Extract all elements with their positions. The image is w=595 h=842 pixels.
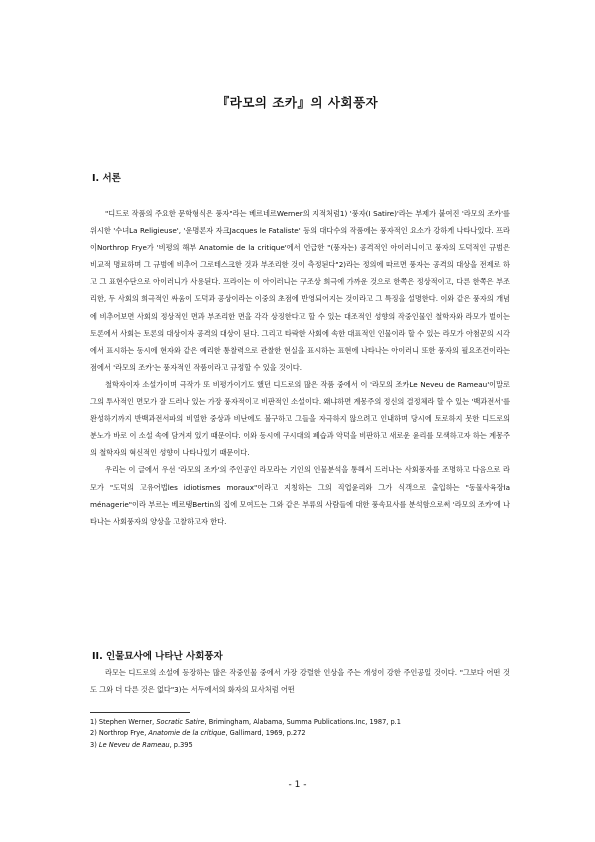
footnote-title: Socratic Satire	[156, 718, 205, 726]
section-heading-introduction: I. 서론	[92, 173, 121, 184]
footnote-number: 2)	[90, 729, 97, 738]
paragraph: 우리는 이 글에서 우선 '라모의 조카'의 주인공인 라모라는 기인의 인물분석을 통해서 드러나는 사회풍자를 조명하고 다음으로 라모가 "도덕의 고유어법les idiotismes moraux"이라고 지칭하는 그의 직업윤리와 그가 식객으로 출입하는 "동물사육장la ménagerie"이라 부르는 베르탱Bertin의 집에 모여드는 그와 같은 부류의 사람들에 대한 풍속묘사를 분석함으로써 '라모의 조카'에 나타나는 사회풍자의 양상을 고찰하고자 한다.	[90, 465, 510, 526]
footnote-text: , Brimingham, Alabama, Summa Publications.Inc, 1987, p.1	[204, 718, 401, 726]
footnote-text: Stephen Werner,	[98, 718, 157, 726]
footnote-title: Anatomie de la critique	[148, 729, 226, 738]
section-heading-character-satire: II. 인물묘사에 나타난 사회풍자	[92, 651, 223, 662]
paragraph: 철학자이자 소설가이며 극작가 또 비평가이기도 했던 디드로의 많은 작품 중에서 이 '라모의 조카Le Neveu de Rameau'이말로 그의 투사적인 면모가 잘 드러나 있는 가장 풍자적이고 비판적인 소설이다. 왜냐하면 계몽주의 정신의 결정체라 할 수 있는 '백과전서'를 완성하기까지 반백과전서파의 비열한 중상과 비난에도 불구하고 그들을 자극하지 않으려고 인내하며 당시에 토로하지 못한 디드로의 분노가 바로 이 소설 속에 담겨져 있기 때문이다. 이와 동시에 구시대의 폐습과 악덕을 비판하고 새로운 윤리를 모색하고자 하는 계몽주의 철학자의 혁신적인 성향이 나타나있기 때문이다.	[90, 379, 511, 458]
footnote	[90, 740, 510, 751]
footnote-number: 3)	[90, 740, 97, 749]
section-body-introduction	[90, 205, 510, 530]
footnote	[90, 717, 510, 728]
footnotes	[90, 717, 510, 751]
footnote-text: Northrop Frye,	[98, 729, 149, 738]
footnote-title: Le Neveu de Rameau	[98, 740, 170, 749]
footnote-separator	[90, 712, 190, 713]
footnote	[90, 728, 510, 739]
footnote-number: 1)	[90, 718, 97, 726]
section-body-character-satire	[90, 664, 510, 698]
footnote-text: , p.395	[169, 740, 193, 749]
paragraph: 라모는 디드로의 소설에 등장하는 많은 작중인물 중에서 가장 강렬한 인상을 주는 개성이 강한 주인공일 것이다. "그보다 어떤 것도 그와 더 다른 것은 없다"3)는 서두에서의 화자의 묘사처럼 어떤	[90, 668, 510, 695]
page-title: 『라모의 조카』의 사회풍자	[216, 95, 379, 110]
paragraph: "디드로 작품의 주요한 문학형식은 풍자"라는 베르네르Werner의 지적처럼1) '풍자(I Satire)'라는 부제가 붙여진 '라모의 조카'를 위시한 '수녀La Religieuse', '운명론자 자크Jacques le Fataliste' 등의 대다수의 작품에는 풍자적인 요소가 강하게 나타나있다. 프라이Northrop Frye가 '비평의 해부 Anatomie de la critique'에서 언급한 "(풍자는) 공격적인 아이러니이고 풍자의 도덕적인 규범은 비교적 명료하며 그 규범에 비추어 그로테스크한 것과 부조리한 것이 측정된다"2)라는 정의에 따르면 풍자는 공격의 대상을 전제로 하고 그 표현수단으로 아이러니가 사용된다. 프라이는 이 아이러니는 구조상 희극에 가까운 것으로 한쪽은 정상적이고, 다른 한쪽은 부조리한, 두 사회의 희극적인 싸움이 도덕과 공상이라는 이중의 초점에 반영되어지는 것이라고 그 특징을 설명한다. 이와 같은 풍자의 개념에 비추어보면 사회의 정상적인 면과 부조리한 면을 각각 상징한다고 할 수 있는 대조적인 성향의 작중인물인 철학자와 라모가 벌이는 토론에서 사회는 토론의 대상이자 공격의 대상이 된다. 그리고 타락한 사회에 속한 대표적인 인물이라 할 수 있는 라모가 아첨꾼의 시각에서 표시하는 동시에 현자와 같은 예리한 통찰력으로 관찰한 현실을 표시하는 표현에 나타나는 아이러니 또한 풍자의 필요조건이라는 점에서 '라모의 조카'는 풍자적인 작품이라고 규정할 수 있을 것이다.	[90, 209, 510, 372]
page-number: - 1 -	[288, 780, 307, 790]
footnote-text: , Gallimard, 1969, p.272	[225, 729, 306, 738]
